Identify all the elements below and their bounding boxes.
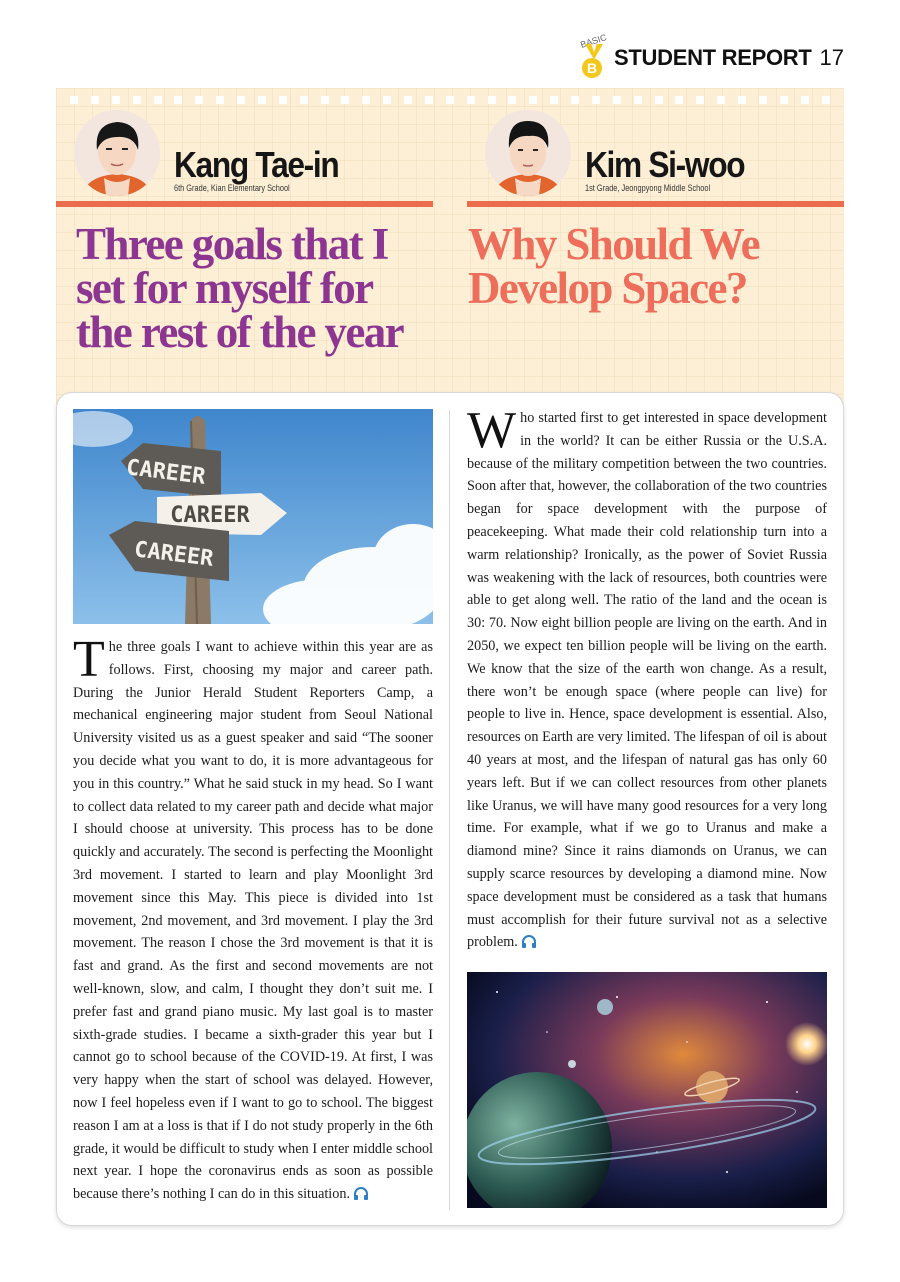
article-body-text: he three goals I want to achieve within this year are as follows. First, choosing my major and career path. During the Junior Herald Student Reporters Camp, a mechanical engineering major student from Seoul National University visited us as a guest speaker and said “The sooner you decide what you want to do, it is more advantageous for you in this country.” What he said stuck in my head. So I want to collect data related to my career path and decide what major I should choose at university. This process has to be done quickly and accurately. The second is perfecting the Moonlight 3rd movement. I started to learn and play Moonlight 3rd movement since this May. This piece is divided into 1st movement, 2nd movement, and 3rd movement. I play the 3rd movement. The reason I chose the 3rd movement is that it is fast and grand. As the first and second movements are not well-known, slow, and calm, I thought they don’t suit me. I prefer fast and grand piano music. My last goal is to master sixth-grade studies. I became a sixth-grader this year but I cannot go to school because of the COVID-19. At first, I was very happy when the start of school was delayed. However, now I feel hopeless even if I want to go to school. The biggest reason I am at a loss is that if I do not study properly in the 6th grade, it would be difficult to study when I enter middle school next year. I hope the coronavirus ends as soon as possible because there’s nothing I can do in this situation. xyxy=(73,639,433,1203)
article-body-right xyxy=(467,402,827,954)
author-name: Kim Si-woo xyxy=(585,144,745,185)
author-divider xyxy=(56,201,433,207)
page-number: 17 xyxy=(819,45,844,70)
sign-label: CAREER xyxy=(170,503,250,528)
basic-badge-logo xyxy=(578,32,608,80)
sign-label: CAREER xyxy=(132,537,215,572)
badge-level-label: BASIC xyxy=(579,32,608,50)
drop-cap: W xyxy=(467,402,517,459)
page-header xyxy=(578,30,844,80)
career-signpost-photo xyxy=(73,409,433,624)
section-title: STUDENT REPORT xyxy=(614,45,812,70)
author-block-left xyxy=(56,110,433,200)
author-name: Kang Tae-in xyxy=(174,144,339,185)
sign-label: CAREER xyxy=(124,455,207,490)
space-planets-photo xyxy=(467,972,827,1208)
avatar xyxy=(485,110,571,196)
author-divider xyxy=(467,201,844,207)
badge-letter: B xyxy=(582,58,602,78)
badge-check-icon xyxy=(585,44,603,58)
article-body-text: ho started first to get interested in space development in the world? It can be either Russia or the U.S.A. because of the military competition between the two countries. Soon after that, however, the collaboration of the two countries began for space development with the purpose of peacekeeping. What made their cold relationship turn into a warm relationship? Ironically, as the power of Soviet Russia was weakening with the lack of resources, both countries were able to get along well. The ratio of the land and the ocean is 30: 70. Now eight billion people are living on the earth. And in 2050, we expect ten billion people will be living on the earth. We know that the size of the earth won change. As a result, there won’t be enough space (where people can live) for people to live in. Hence, space development is essential. Also, resources on Earth are very limited. The lifespan of oil is about 40 years at most, and the lifespan of natural gas has only 60 years left. But if we can collect resources from other planets like Uranus, we will have many good resources for a very long time. For example, what if we go to Uranus and make a diamond mine? Since it rains diamonds on Uranus, we can supply scarce resources by developing a diamond mine. Now space development must be considered as a task that humans must accomplish for their future survival not as a selective problem. xyxy=(467,410,827,951)
author-block-right xyxy=(467,110,844,200)
article-title-right: Why Should We Develop Space? xyxy=(468,219,760,313)
headphone-icon xyxy=(353,1187,369,1200)
article-title-left: Three goals that I set for myself for the rest of the year xyxy=(76,219,404,357)
article-body-left xyxy=(73,631,433,1206)
headphone-icon xyxy=(521,935,537,948)
author-school: 6th Grade, Kian Elementary School xyxy=(174,183,290,193)
perforation-strip xyxy=(70,96,830,104)
drop-cap: T xyxy=(73,631,105,688)
column-divider xyxy=(449,410,450,1210)
avatar xyxy=(74,110,160,196)
author-school: 1st Grade, Jeongpyong Middle School xyxy=(585,183,711,193)
